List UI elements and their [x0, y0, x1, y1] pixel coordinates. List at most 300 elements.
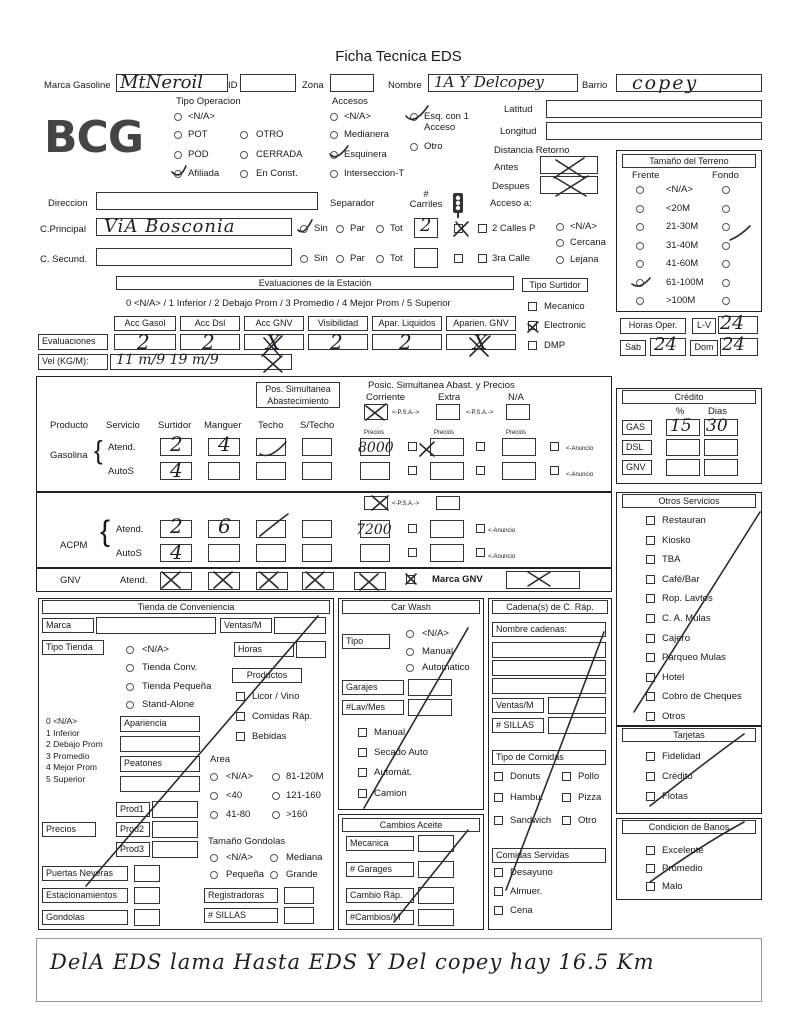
- credito-pct-field-2[interactable]: [666, 459, 700, 476]
- acpm-atend-label: Atend.: [116, 524, 144, 535]
- cambios-m-field[interactable]: [418, 909, 454, 926]
- accesos-otro-radio[interactable]: [410, 143, 418, 151]
- area-40-label: <40: [226, 790, 243, 801]
- carriles-label: # Carriles: [409, 189, 443, 210]
- precios-label-2: Precios: [434, 430, 455, 436]
- acpm-precio-corriente-1[interactable]: [360, 544, 390, 562]
- cadenas-sillas-field[interactable]: [548, 717, 606, 734]
- acceso-cercana-radio[interactable]: [556, 239, 564, 247]
- tipo-op-pod-radio[interactable]: [174, 151, 182, 159]
- bano-checkbox-1[interactable]: [646, 864, 655, 873]
- gnv-cell-4[interactable]: [354, 572, 386, 590]
- gas-cell-1-2[interactable]: [256, 462, 286, 480]
- otros-servicios-header: Otros Servicios: [622, 494, 756, 508]
- eval-value-3: 2: [330, 330, 343, 354]
- mecanico-checkbox[interactable]: [528, 302, 537, 311]
- mecanica-label: Mecanica: [346, 836, 414, 851]
- two-calles-label: 2 Calles P: [492, 223, 536, 234]
- sandwich-checkbox[interactable]: [494, 816, 503, 825]
- terreno-frente-radio-3[interactable]: [636, 242, 644, 250]
- garages-label: # Garages: [346, 862, 414, 877]
- otros-servicio-label-8: Hotel: [662, 671, 685, 683]
- acceso-lejana-radio[interactable]: [556, 256, 564, 264]
- tipo-op-afiliada-radio[interactable]: [174, 170, 182, 178]
- eval-col-header-0: Acc Gasol: [114, 316, 176, 331]
- tamano-gondolas-label: Tamaño Gondolas: [208, 836, 286, 847]
- mecanico-label: Mecanico: [544, 301, 585, 312]
- tarjeta-checkbox-2[interactable]: [646, 792, 655, 801]
- accesos-interseccion-radio[interactable]: [330, 170, 338, 178]
- area-na-label: <N/A>: [226, 771, 253, 782]
- otros-servicio-checkbox-8[interactable]: [646, 673, 655, 682]
- gas-anuncio-check-1[interactable]: [550, 466, 559, 475]
- car-wash-manual-label: Manual: [422, 646, 454, 657]
- eval-col-header-2: Acc GNV: [244, 316, 304, 331]
- lv-label: L-V: [692, 318, 716, 334]
- dmp-checkbox[interactable]: [528, 341, 537, 350]
- acpm-atend-surtidor-value: 2: [170, 514, 183, 538]
- gas-precio-na-1[interactable]: [502, 462, 536, 480]
- acpm-precio-extra-1[interactable]: [430, 544, 464, 562]
- credito-dias-value-0: 30: [706, 416, 728, 436]
- footer-note: DelA EDS lama Hasta EDS Y Del copey hay 16.5 Km: [50, 950, 655, 974]
- car-wash-header: Car Wash: [342, 600, 480, 614]
- hambu-checkbox[interactable]: [494, 793, 503, 802]
- tarjeta-checkbox-1[interactable]: [646, 772, 655, 781]
- accesos-esquinera-label: Esquinera: [344, 149, 387, 160]
- pizza-label: Pizza: [578, 792, 602, 803]
- gondolas-field[interactable]: [134, 909, 160, 926]
- area-na-radio[interactable]: [210, 773, 218, 781]
- cp-separador-checkbox[interactable]: [454, 224, 463, 233]
- cambios-aceite-header: Cambios Aceite: [342, 818, 480, 832]
- tipo-op-otro-radio[interactable]: [240, 131, 248, 139]
- terreno-frente-radio-5[interactable]: [636, 279, 644, 287]
- acpm-cell-1-3[interactable]: [302, 544, 332, 562]
- surtidor-label: Surtidor: [158, 420, 192, 431]
- terreno-option-label-3: 31-40M: [666, 239, 699, 251]
- cp-sin-radio[interactable]: [300, 225, 308, 233]
- cs-sin-radio[interactable]: [300, 255, 308, 263]
- gas-cell-1-1[interactable]: [208, 462, 240, 480]
- credito-row-label-0: GAS: [622, 420, 652, 435]
- gasolina-atend-label: Atend.: [108, 442, 136, 453]
- nombre-cadena-field-3[interactable]: [492, 678, 606, 694]
- gnv-checkbox[interactable]: [406, 575, 415, 584]
- car-wash-manual-radio[interactable]: [406, 648, 414, 656]
- electronic-checkbox[interactable]: [528, 321, 537, 330]
- otros-servicio-checkbox-2[interactable]: [646, 555, 655, 564]
- gasolina-precio-value: 8000: [358, 440, 394, 456]
- prod3-label: Prod3: [116, 842, 150, 857]
- tienda-header: Tienda de Conveniencia: [42, 600, 330, 614]
- otro-label: Otro: [578, 815, 597, 826]
- cs-tot-label: Tot: [390, 253, 403, 264]
- cp-tot-radio[interactable]: [376, 225, 384, 233]
- area-81-radio[interactable]: [272, 773, 280, 781]
- peatones-field[interactable]: [120, 776, 200, 792]
- acpm-cell-0-3[interactable]: [302, 520, 332, 538]
- gondola-na-label: <N/A>: [226, 852, 253, 863]
- acpm-precio-extra-0[interactable]: [430, 520, 464, 538]
- otros-servicio-checkbox-7[interactable]: [646, 653, 655, 662]
- terreno-option-label-5: 61-100M: [666, 276, 704, 288]
- zona-field[interactable]: [330, 74, 374, 92]
- nombre-cadena-field-1[interactable]: [492, 642, 606, 658]
- despues-label: Despues: [492, 181, 530, 192]
- horas-oper-label: Horas Oper.: [620, 318, 686, 334]
- cs-separador-checkbox[interactable]: [454, 254, 463, 263]
- terreno-frente-radio-4[interactable]: [636, 260, 644, 268]
- accesos-na-radio[interactable]: [330, 113, 338, 121]
- licor-label: Licor / Vino: [252, 691, 300, 702]
- bano-checkbox-2[interactable]: [646, 882, 655, 891]
- desayuno-checkbox[interactable]: [494, 868, 503, 877]
- precios-label-3: Precios: [506, 430, 527, 436]
- psa-label-1: <-P.S.A.->: [392, 410, 420, 416]
- car-wash-auto-label: Automatico: [422, 662, 470, 673]
- gas-precio-check-2-0[interactable]: [476, 442, 485, 451]
- tienda-ventas-field[interactable]: [274, 617, 326, 634]
- car-wash-na-label: <N/A>: [422, 628, 449, 639]
- servicio-label: Servicio: [106, 420, 140, 431]
- electronic-label: Electronic: [544, 320, 586, 331]
- gnv-cell-2[interactable]: [256, 572, 288, 590]
- tres-calle-label: 3ra Calle: [492, 253, 531, 264]
- cs-par-radio[interactable]: [336, 255, 344, 263]
- cw-manual-checkbox[interactable]: [358, 728, 367, 737]
- accesos-esq-label: Esq. con 1 Acceso: [424, 111, 469, 133]
- registradoras-label: Registradoras: [204, 888, 278, 903]
- acpm-cell-1-1[interactable]: [208, 544, 240, 562]
- accesos-medianera-radio[interactable]: [330, 131, 338, 139]
- tipo-surtidor-header: Tipo Surtidor: [522, 278, 588, 292]
- gas-anuncio-check-0[interactable]: [550, 442, 559, 451]
- prod1-field[interactable]: [152, 801, 198, 818]
- puertas-neveras-field[interactable]: [134, 865, 160, 882]
- cambios-m-label: #Cambios/M: [346, 910, 414, 925]
- otros-servicio-label-0: Restauran: [662, 515, 706, 526]
- gas-precio-corriente-1[interactable]: [360, 462, 390, 480]
- tienda-horas-field[interactable]: [296, 641, 326, 658]
- terreno-fondo-radio-2[interactable]: [722, 223, 730, 231]
- tienda-scale-item-5: 5 Superior: [46, 773, 86, 784]
- gasolina-atend-surtidor-value: 2: [170, 432, 183, 456]
- terreno-fondo-radio-5[interactable]: [722, 279, 730, 287]
- credito-pct-field-1[interactable]: [666, 439, 700, 456]
- gondola-pequena-radio[interactable]: [210, 871, 218, 879]
- evaluaciones-section-header: Evaluaciones de la Estación: [116, 276, 514, 290]
- acpm-cell-1-2[interactable]: [256, 544, 286, 562]
- accesos-esq-radio[interactable]: [410, 113, 418, 121]
- credito-header: Crédito: [622, 390, 756, 404]
- frente-label: Frente: [632, 170, 660, 181]
- dom-label: Dom: [690, 340, 718, 356]
- cp-sin-label: Sin: [314, 223, 328, 234]
- otros-servicio-label-6: Cajero: [662, 632, 690, 644]
- acpm-cell-0-2[interactable]: [256, 520, 286, 538]
- gondola-mediana-label: Mediana: [286, 852, 323, 863]
- credito-row-label-1: DSL: [622, 440, 652, 455]
- car-wash-tipo-label: Tipo: [342, 634, 390, 649]
- longitud-label: Longitud: [500, 126, 537, 137]
- otros-servicio-checkbox-5[interactable]: [646, 614, 655, 623]
- tipo-tienda-na-radio[interactable]: [126, 646, 134, 654]
- bano-checkbox-0[interactable]: [646, 846, 655, 855]
- tienda-sillas-field[interactable]: [284, 907, 314, 924]
- donuts-checkbox[interactable]: [494, 772, 503, 781]
- evaluaciones-row-label: Evaluaciones: [38, 334, 108, 350]
- antes-field[interactable]: [540, 156, 598, 174]
- gnv-cell-3[interactable]: [302, 572, 334, 590]
- area-121-label: 121-160: [286, 790, 321, 801]
- prod2-field[interactable]: [152, 821, 198, 838]
- area-40-radio[interactable]: [210, 792, 218, 800]
- despues-field[interactable]: [540, 176, 598, 194]
- terreno-fondo-radio-3[interactable]: [722, 242, 730, 250]
- credito-dias-field-1[interactable]: [704, 439, 738, 456]
- tipo-op-pot-radio[interactable]: [174, 131, 182, 139]
- accesos-interseccion-label: Interseccion-T: [344, 168, 405, 179]
- evaluaciones-scale: 0 <N/A> / 1 Inferior / 2 Debajo Prom / 3 Promedio / 4 Mejor Prom / 5 Superior: [126, 298, 451, 309]
- form-title: Ficha Tecnica EDS: [335, 48, 462, 65]
- otros-servicio-label-10: Otros: [662, 711, 686, 722]
- cena-checkbox[interactable]: [494, 906, 503, 915]
- fondo-label: Fondo: [712, 170, 739, 181]
- gondolas-label: Gondolas: [42, 910, 128, 925]
- gondola-mediana-radio[interactable]: [270, 854, 278, 862]
- apariencia-field[interactable]: [120, 736, 200, 752]
- tienda-scale-item-1: 1 Inferior: [46, 727, 80, 738]
- cw-camion-label: Camion: [374, 788, 407, 799]
- terreno-fondo-radio-6[interactable]: [722, 297, 730, 305]
- prod2-label: Prod2: [116, 822, 150, 837]
- cw-automat-checkbox[interactable]: [358, 768, 367, 777]
- garajes-field[interactable]: [408, 679, 452, 696]
- nombre-value: 1A Y Delcopey: [434, 73, 544, 91]
- longitud-field[interactable]: [546, 122, 762, 140]
- acpm-psa-corriente-field[interactable]: [364, 496, 388, 510]
- gas-precio-extra-0[interactable]: [430, 438, 464, 456]
- latitud-label: Latitud: [504, 104, 533, 115]
- tarjeta-label-1: Crédito: [662, 771, 693, 782]
- marca-gasoline-value: MtNeroil: [120, 72, 204, 93]
- tamano-terreno-header: Tamaño del Terreno: [622, 154, 756, 168]
- nombre-cadenas-label: Nombre cadenas:: [492, 622, 606, 637]
- gas-cell-1-3[interactable]: [302, 462, 332, 480]
- prod3-field[interactable]: [152, 841, 198, 858]
- comidas-servidas-label: Comidas Servidas: [492, 848, 606, 863]
- prod1-label: Prod1: [116, 802, 150, 817]
- car-wash-na-radio[interactable]: [406, 630, 414, 638]
- latitud-field[interactable]: [546, 100, 762, 118]
- tipo-tienda-pequena-label: Tienda Pequeña: [142, 681, 212, 692]
- tipo-op-cerrada-label: CERRADA: [256, 149, 303, 160]
- gas-precio-na-0[interactable]: [502, 438, 536, 456]
- gas-precio-check-1-1[interactable]: [408, 466, 417, 475]
- c-principal-value: ViA Bosconia: [104, 216, 236, 237]
- two-calles-checkbox[interactable]: [478, 224, 487, 233]
- gnv-cell-1[interactable]: [208, 572, 240, 590]
- gnv-label: GNV: [60, 575, 81, 586]
- area-160-label: >160: [286, 809, 308, 820]
- estacionamientos-label: Estacionamientos: [42, 888, 128, 903]
- psa-na-field[interactable]: [506, 404, 530, 420]
- zona-label: Zona: [302, 80, 324, 91]
- acceso-na-label: <N/A>: [570, 221, 597, 232]
- dmp-label: DMP: [544, 340, 566, 351]
- sandwich-label: Sandwich: [510, 815, 552, 826]
- gasolina-brace-icon: {: [94, 435, 103, 465]
- tipo-tienda-pequena-radio[interactable]: [126, 683, 134, 691]
- comidas-rap-checkbox[interactable]: [236, 712, 245, 721]
- cambio-rap-field[interactable]: [418, 887, 454, 904]
- credito-dias-field-2[interactable]: [704, 459, 738, 476]
- barrio-label: Barrio: [582, 80, 608, 91]
- psa-extra-field[interactable]: [436, 404, 460, 420]
- gas-cell-0-2[interactable]: [256, 438, 286, 456]
- tipo-tienda-stand-radio[interactable]: [126, 701, 134, 709]
- gas-cell-0-3[interactable]: [302, 438, 332, 456]
- otros-servicio-checkbox-9[interactable]: [646, 692, 655, 701]
- acceso-na-radio[interactable]: [556, 223, 564, 231]
- acpm-precio-check-1-0[interactable]: [408, 524, 417, 533]
- area-121-radio[interactable]: [272, 792, 280, 800]
- gasolina-autos-surtidor-value: 4: [170, 458, 183, 482]
- bano-label-1: Promedio: [662, 863, 703, 874]
- corriente-label: Corriente: [366, 392, 406, 403]
- otros-servicio-checkbox-6[interactable]: [646, 634, 655, 643]
- comidas-rap-label: Comidas Ráp.: [252, 711, 313, 722]
- gas-precio-extra-1[interactable]: [430, 462, 464, 480]
- tipo-op-cerrada-radio[interactable]: [240, 151, 248, 159]
- direccion-field[interactable]: [96, 192, 318, 210]
- cadenas-ventas-field[interactable]: [548, 697, 606, 714]
- acpm-precio-check-2-0[interactable]: [476, 524, 485, 533]
- tipo-comidas-label: Tipo de Comidas: [492, 750, 606, 765]
- eval-col-header-1: Acc Dsl: [180, 316, 240, 331]
- c-secund-field[interactable]: [96, 248, 292, 266]
- gas-anuncio-label-2: <-Anuncio: [566, 472, 594, 478]
- bano-label-0: Excelente: [662, 845, 704, 856]
- tienda-scale-item-2: 2 Debajo Prom: [46, 739, 103, 749]
- otros-servicio-label-7: Parqueo Mulas: [662, 652, 726, 664]
- cs-tot-radio[interactable]: [376, 255, 384, 263]
- nombre-cadena-field-2[interactable]: [492, 660, 606, 676]
- psa-label-2: <-P.S.A.->: [466, 410, 494, 416]
- gondola-na-radio[interactable]: [210, 854, 218, 862]
- acceso-cercana-label: Cercana: [570, 237, 606, 248]
- terreno-fondo-radio-0[interactable]: [722, 186, 730, 194]
- licor-checkbox[interactable]: [236, 692, 245, 701]
- cadenas-sillas-label: # SILLAS: [492, 718, 544, 733]
- id-label: ID: [228, 80, 238, 91]
- terreno-frente-radio-1[interactable]: [636, 205, 644, 213]
- tarjeta-checkbox-0[interactable]: [646, 752, 655, 761]
- pollo-checkbox[interactable]: [562, 772, 571, 781]
- id-field[interactable]: [240, 74, 296, 92]
- otros-servicio-checkbox-10[interactable]: [646, 712, 655, 721]
- gondola-grande-radio[interactable]: [270, 871, 278, 879]
- terreno-frente-radio-6[interactable]: [636, 297, 644, 305]
- terreno-frente-radio-2[interactable]: [636, 223, 644, 231]
- tipo-op-otro-label: OTRO: [256, 129, 284, 140]
- tipo-op-afiliada-label: Afiliada: [188, 168, 220, 179]
- cs-carriles-field[interactable]: [414, 248, 438, 268]
- otro-checkbox[interactable]: [562, 816, 571, 825]
- gas-precio-check-1-0[interactable]: [408, 442, 417, 451]
- otros-servicio-checkbox-0[interactable]: [646, 516, 655, 525]
- tipo-tienda-conv-label: Tienda Conv.: [142, 662, 198, 673]
- bcg-logo: BCG: [44, 112, 143, 163]
- accesos-esquinera-radio[interactable]: [330, 151, 338, 159]
- dom-value: 24: [722, 334, 745, 355]
- acpm-label: ACPM: [60, 540, 88, 551]
- terreno-frente-radio-0[interactable]: [636, 186, 644, 194]
- pizza-checkbox[interactable]: [562, 793, 571, 802]
- tres-calle-checkbox[interactable]: [478, 254, 487, 263]
- gnv-cell-0[interactable]: [160, 572, 192, 590]
- area-41-radio[interactable]: [210, 811, 218, 819]
- gasolina-label: Gasolina: [50, 450, 88, 461]
- acpm-atend-manguer-value: 6: [218, 514, 231, 538]
- tienda-horas-label: Horas: [234, 642, 294, 657]
- terreno-fondo-radio-1[interactable]: [722, 205, 730, 213]
- acpm-precio-check-2-1[interactable]: [476, 548, 485, 557]
- cw-camion-checkbox[interactable]: [358, 789, 367, 798]
- c-secund-label: C. Secund.: [40, 254, 87, 265]
- apariencia-label: Apariencia: [120, 716, 200, 732]
- garages-field[interactable]: [418, 861, 454, 878]
- gas-precio-check-2-1[interactable]: [476, 466, 485, 475]
- cs-sin-label: Sin: [314, 253, 328, 264]
- otros-servicio-checkbox-1[interactable]: [646, 536, 655, 545]
- acpm-autos-surtidor-value: 4: [170, 540, 183, 564]
- car-wash-auto-radio[interactable]: [406, 664, 414, 672]
- acpm-precio-check-1-1[interactable]: [408, 548, 417, 557]
- registradoras-field[interactable]: [284, 887, 314, 904]
- otros-servicio-checkbox-4[interactable]: [646, 594, 655, 603]
- area-160-radio[interactable]: [272, 811, 280, 819]
- tienda-marca-field[interactable]: [96, 617, 216, 634]
- cp-par-radio[interactable]: [336, 225, 344, 233]
- gondola-grande-label: Grande: [286, 869, 318, 880]
- tipo-op-enconst-radio[interactable]: [240, 170, 248, 178]
- otros-servicio-checkbox-3[interactable]: [646, 575, 655, 584]
- tipo-tienda-conv-radio[interactable]: [126, 664, 134, 672]
- marca-gnv-field[interactable]: [506, 571, 580, 589]
- tienda-marca-label: Marca: [42, 618, 94, 633]
- psa-corriente-field[interactable]: [364, 404, 388, 420]
- tipo-tienda-na-label: <N/A>: [142, 644, 169, 655]
- cw-secado-checkbox[interactable]: [358, 748, 367, 757]
- eval-col-header-5: Aparien. GNV: [446, 316, 516, 331]
- distancia-retorno-label: Distancia Retorno: [494, 145, 570, 156]
- tipo-op-na-label: <N/A>: [188, 111, 215, 122]
- tipo-op-na-radio[interactable]: [174, 113, 182, 121]
- acpm-psa-extra-field[interactable]: [436, 496, 460, 510]
- bebidas-checkbox[interactable]: [236, 732, 245, 741]
- terreno-fondo-radio-4[interactable]: [722, 260, 730, 268]
- almuer-checkbox[interactable]: [494, 887, 503, 896]
- acceso-a-label: Acceso a:: [490, 198, 532, 209]
- mecanica-field[interactable]: [418, 835, 454, 852]
- terreno-option-label-0: <N/A>: [666, 184, 693, 195]
- otros-servicio-label-4: Rop. Lavtos: [662, 593, 713, 605]
- lav-mes-field[interactable]: [408, 699, 452, 716]
- estacionamientos-field[interactable]: [134, 887, 160, 904]
- traffic-light-icon: [450, 192, 466, 218]
